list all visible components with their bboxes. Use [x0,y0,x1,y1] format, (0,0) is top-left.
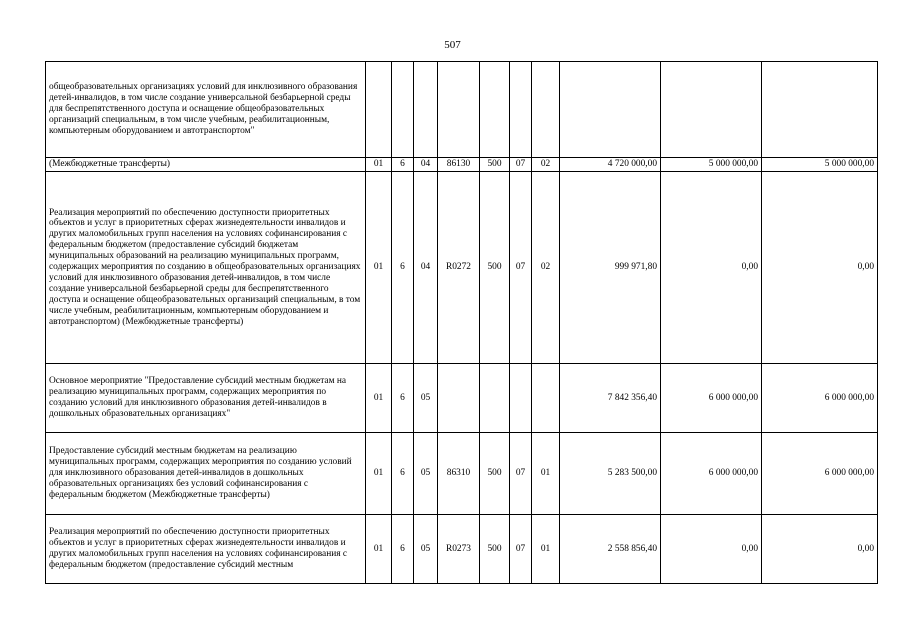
event-code: 05 [414,515,438,584]
subprogram-code [392,62,414,158]
program-code: 01 [366,172,392,364]
amount-year-1: 7 842 356,40 [560,364,661,433]
table-row [46,364,878,433]
subsection-code: 01 [532,515,560,584]
expense-type-code: 500 [480,172,510,364]
program-code: 01 [366,364,392,433]
direction-code: R0272 [438,172,480,364]
row-description: Реализация мероприятий по обеспечению доступности приоритетных объектов и услуг в приоритетных сферах жизнедеятельности инвалидов и других маломобильных групп населения на условиях софинансирования с федеральным бюджетом (предоставление субсидий бюджетам муниципальных образований на реализацию муниципальных программ, содержащих мероприятия по созданию в общеобразовательных организациях условий для инклюзивного образования детей-инвалидов, в том числе создание универсальной безбарьерной среды для беспрепятственного доступа и оснащение общеобразовательных организаций специальным, в том числе учебным, реабилитационным, компьютерным оборудованием и автотранспортом) (Межбюджетные трансферты) [46,172,366,364]
row-description: Предоставление субсидий местным бюджетам на реализацию муниципальных программ, содержащих мероприятия по созданию условий для инклюзивного образования детей-инвалидов в дошкольных образовательных организациях без условий софинансирования с федеральным бюджетом (Межбюджетные трансферты) [46,433,366,515]
program-code: 01 [366,158,392,172]
section-code [510,62,532,158]
subsection-code: 01 [532,433,560,515]
direction-code [438,62,480,158]
amount-year-1 [560,62,661,158]
amount-year-2: 6 000 000,00 [661,433,762,515]
amount-year-3: 0,00 [762,172,878,364]
amount-year-1: 5 283 500,00 [560,433,661,515]
event-code [414,62,438,158]
subsection-code: 02 [532,172,560,364]
direction-code: 86310 [438,433,480,515]
amount-year-2: 5 000 000,00 [661,158,762,172]
event-code: 05 [414,433,438,515]
section-code: 07 [510,172,532,364]
section-code: 07 [510,158,532,172]
section-code [510,364,532,433]
table-row [46,172,878,364]
section-code: 07 [510,515,532,584]
subsection-code: 02 [532,158,560,172]
subprogram-code: 6 [392,515,414,584]
amount-year-2: 0,00 [661,172,762,364]
subprogram-code: 6 [392,433,414,515]
row-description: Основное мероприятие "Предоставление субсидий местным бюджетам на реализацию муниципальных программ, содержащих мероприятия по созданию условий для инклюзивного образования детей-инвалидов в дошкольных образовательных организациях" [46,364,366,433]
table-row [46,158,878,172]
event-code: 04 [414,172,438,364]
row-description: (Межбюджетные трансферты) [46,158,366,172]
table-row [46,62,878,158]
amount-year-3: 6 000 000,00 [762,364,878,433]
amount-year-3: 6 000 000,00 [762,433,878,515]
subprogram-code: 6 [392,172,414,364]
amount-year-3: 5 000 000,00 [762,158,878,172]
page-number: 507 [444,39,461,51]
table-row [46,433,878,515]
amount-year-1: 4 720 000,00 [560,158,661,172]
expense-type-code: 500 [480,433,510,515]
subprogram-code: 6 [392,158,414,172]
row-description: Реализация мероприятий по обеспечению доступности приоритетных объектов и услуг в приоритетных сферах жизнедеятельности инвалидов и других маломобильных групп населения на условиях софинансирования с федеральным бюджетом (предоставление субсидий местным [46,515,366,584]
expense-type-code: 500 [480,515,510,584]
event-code: 04 [414,158,438,172]
subsection-code [532,62,560,158]
budget-table [45,61,878,584]
subprogram-code: 6 [392,364,414,433]
program-code: 01 [366,433,392,515]
amount-year-3 [762,62,878,158]
amount-year-2: 0,00 [661,515,762,584]
amount-year-3: 0,00 [762,515,878,584]
event-code: 05 [414,364,438,433]
expense-type-code: 500 [480,158,510,172]
row-description: общеобразовательных организациях условий для инклюзивного образования детей-инвалидов, в том числе создание универсальной безбарьерной среды для беспрепятственного доступа и оснащение общеобразовательных организаций специальным, в том числе учебным, реабилитационным, компьютерным оборудованием и автотранспортом" [46,62,366,158]
amount-year-2: 6 000 000,00 [661,364,762,433]
direction-code: 86130 [438,158,480,172]
amount-year-1: 2 558 856,40 [560,515,661,584]
direction-code: R0273 [438,515,480,584]
amount-year-2 [661,62,762,158]
expense-type-code [480,364,510,433]
section-code: 07 [510,433,532,515]
amount-year-1: 999 971,80 [560,172,661,364]
subsection-code [532,364,560,433]
program-code: 01 [366,515,392,584]
table-row [46,515,878,584]
program-code [366,62,392,158]
expense-type-code [480,62,510,158]
direction-code [438,364,480,433]
